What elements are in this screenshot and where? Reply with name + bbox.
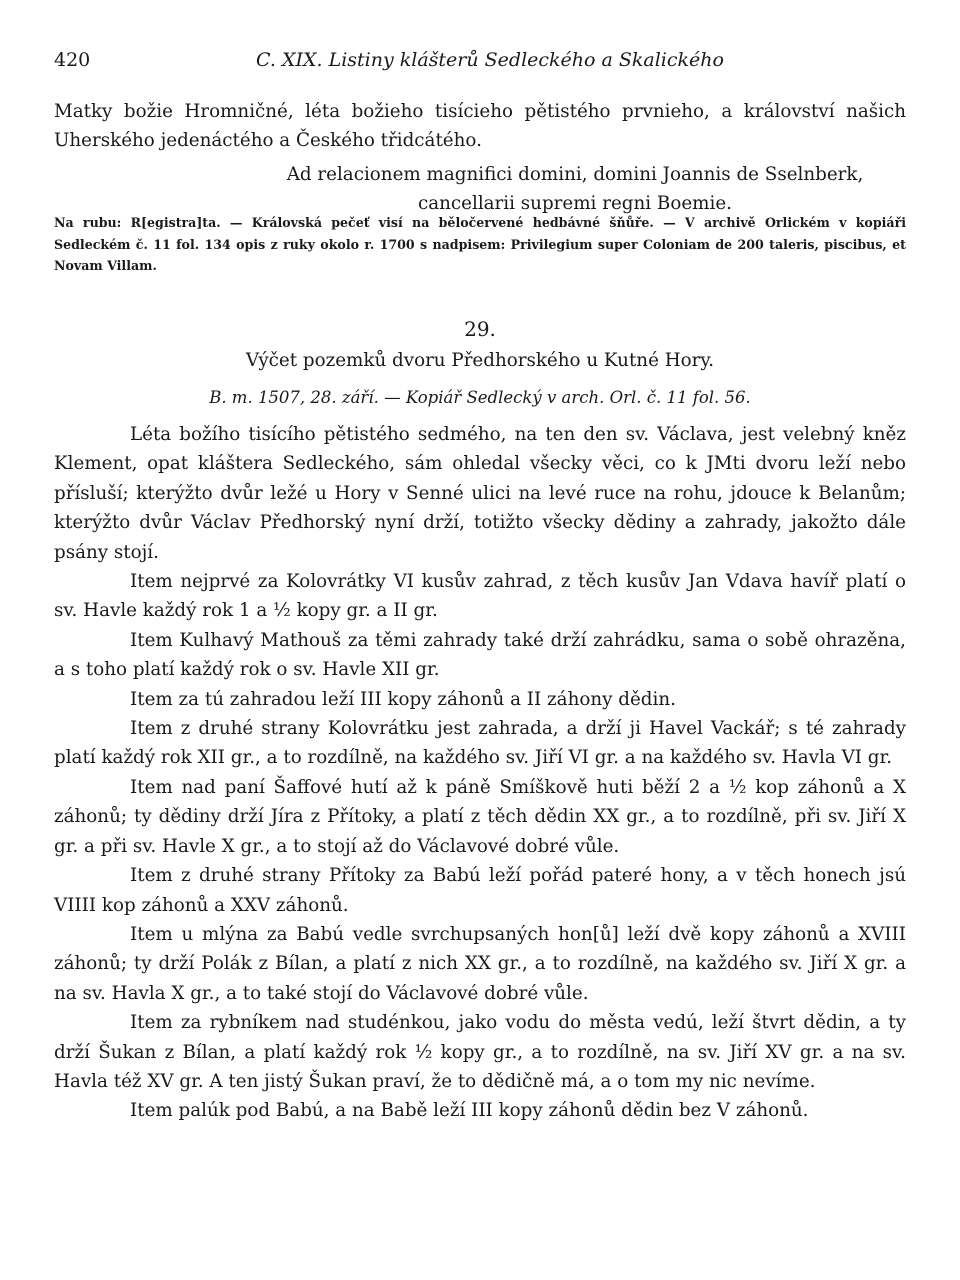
lead-paragraph: Matky božie Hromničné, léta božieho tisícieho pětistého prvnieho, a království našich Uherského jedenáctého a Českého třidcátého. (54, 101, 906, 152)
body-paragraph: Léta božího tisícího pětistého sedmého, na ten den sv. Václava, jest velebný kněz Klement, opat kláštera Sedleckého, sám ohledal všecky věci, co k JMti dvoru leží nebo přísluší; kterýžto dvůr ležé u Hory v Senné ulici na levé ruce na rohu, jdouce k Belanům; kterýžto dvůr Václav Předhorský nyní drží, totižto všecky dědiny a zahrady, jakožto dále psány stojí. (54, 424, 906, 563)
body-paragraph: Item za rybníkem nad studénkou, jako vodu do města vedú, leží štvrt dědin, a ty drží Šukan z Bílan, a platí každý rok ½ kopy gr., a to rozdílně, na sv. Jiří XV gr. a na sv. Havla též XV gr. A ten jistý Šukan praví, že to dědičně má, a o tom my nic nevíme. (54, 1012, 906, 1092)
relacio-line-1: Ad relacionem magnifici domini, domini Joannis de Sselnberk, (286, 164, 864, 185)
body-paragraph: Item nad paní Šaffové hutí až k páně Smíškově huti běží 2 a ½ kop záhonů a X záhonů; ty dědiny drží Jíra z Přítoky, a platí z těch dědin XX gr., a to rozdílně, při sv. Jiří X gr. a při sv. Havle X gr., a to stojí až do Václavové dobré vůle. (54, 776, 906, 857)
body-paragraph: Item za tú zahradou leží III kopy záhonů a II záhony dědin. (130, 688, 676, 710)
body-paragraph: Item nejprvé za Kolovrátky VI kusův zahrad, z těch kusův Jan Vdava havíř platí o sv. Havle každý rok 1 a ½ kopy gr. a II gr. (54, 571, 906, 622)
document-title: Výčet pozemků dvoru Předhorského u Kutné Hory. (245, 350, 715, 371)
archival-note: Na rubu: R[egistra]ta. — Královská pečeť visí na běločervené hedbávné šňůře. — V archivě Orlickém v kopiáři Sedleckém č. 11 fol. 134 opis z ruky okolo r. 1700 s nadpisem: Privilegium super Coloniam de 200 taleris, piscibus, et Novam Villam. (54, 215, 906, 273)
body-paragraph: Item z druhé strany Kolovrátku jest zahrada, a drží ji Havel Vackář; s té zahrady platí každý rok XII gr., a to rozdílně, na každého sv. Jiří VI gr. a na každého sv. Havla VI gr. (54, 718, 906, 769)
body-paragraph: Item u mlýna za Babú vedle svrchupsaných hon[ů] leží dvě kopy záhonů a XVIII záhonů; ty drží Polák z Bílan, a platí z nich XX gr., a to rozdílně, na každého sv. Jiří X gr. a na sv. Havla X gr., a to také stojí do Václavové dobré vůle. (54, 923, 906, 1004)
document-date-line: B. m. 1507, 28. září. — Kopiář Sedlecký v arch. Orl. č. 11 fol. 56. (209, 388, 751, 407)
body-paragraph: Item palúk pod Babú, a na Babě leží III kopy záhonů dědin bez V záhonů. (130, 1100, 809, 1122)
document-number: 29. (464, 317, 496, 341)
page-header (54, 48, 906, 72)
body-paragraph: Item Kulhavý Mathouš za těmi zahrady také drží zahrádku, sama o sobě ohrazěna, a s toho platí každý rok o sv. Havle XII gr. (54, 629, 906, 681)
running-title: C. XIX. Listiny klášterů Sedleckého a Skalického (256, 49, 724, 71)
document-body (54, 420, 906, 1126)
relacio-block (244, 160, 906, 219)
page-number: 420 (54, 49, 91, 71)
relacio-line-2: cancellarii supremi regni Boemie. (418, 193, 732, 215)
body-paragraph: Item z druhé strany Přítoky za Babú leží pořád pateré hony, a v těch honech jsú VIIII kop záhonů a XXV záhonů. (54, 865, 906, 916)
